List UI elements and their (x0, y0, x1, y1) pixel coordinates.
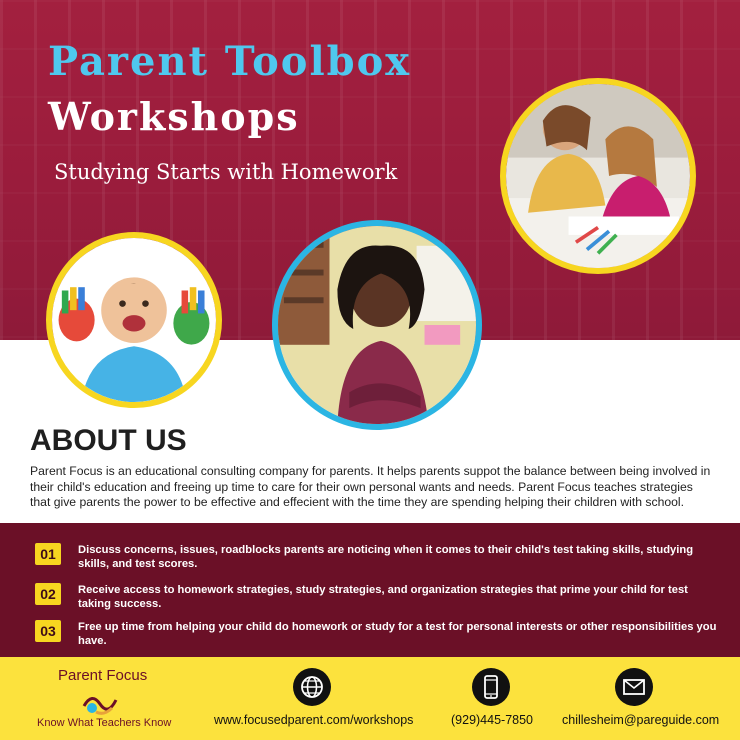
title-line-2: Workshops (48, 94, 300, 139)
subtitle: Studying Starts with Homework (54, 160, 398, 184)
mother-daughter-photo (500, 78, 696, 274)
title-line-1: Parent Toolbox (48, 38, 412, 85)
parent-focus-logo (80, 686, 120, 716)
child-paint-hands-photo (46, 232, 222, 408)
envelope-icon (615, 668, 653, 706)
item-number-badge: 03 (35, 620, 61, 642)
benefits-list (0, 523, 740, 657)
item-number-badge: 02 (35, 583, 61, 605)
item-text: Receive access to homework strategies, study strategies, and organization strategies that prime your child for test taking success. (78, 584, 688, 610)
website-link[interactable]: www.focusedparent.com/workshops (214, 713, 414, 727)
about-us-text: Parent Focus is an educational consulting company for parents. It helps parents suppot the balance between being involved in their child's education and freeing up time to care for their own personal wants and needs. Parent Focus teaches strategies that give parents the power to be effective and effecient with the time they are spending helping their children with school. (30, 464, 711, 510)
item-text: Free up time from helping your child do homework or study for a test for personal interests or other responsibilities you have. (78, 621, 717, 647)
item-number-badge: 01 (35, 543, 61, 565)
item-text: Discuss concerns, issues, roadblocks parents are noticing when it comes to their child's test taking skills, studying skills, and test scores. (78, 544, 694, 570)
brand-tagline: Know What Teachers Know (37, 717, 172, 729)
footer (0, 657, 740, 740)
about-us-heading: ABOUT US (30, 424, 187, 457)
brand-name: Parent Focus (58, 667, 148, 684)
teacher-photo (272, 220, 482, 430)
email-link[interactable]: chillesheim@pareguide.com (562, 713, 720, 727)
phone-icon (472, 668, 510, 706)
phone-number[interactable]: (929)445-7850 (451, 713, 534, 727)
globe-icon (293, 668, 331, 706)
